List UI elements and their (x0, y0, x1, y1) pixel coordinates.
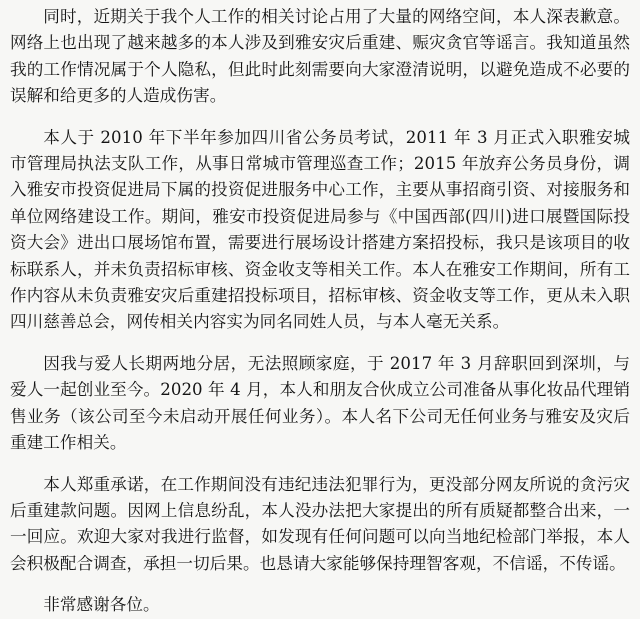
paragraph-thanks: 非常感谢各位。 (43, 595, 160, 615)
paragraph-work-history: 本人于 2010 年下半年参加四川省公务员考试，2011 年 3 月正式入职雅安城市管理局执法支队工作，从事日常城市管理巡查工作；2015 年放弃公务员身份，调入雅安市投资促进局下属的投资促进服务中心工作，主要从事招商引资、对接服务和单位网络建设工作。期间，雅安市投资促进局参与《中国西部(四川)进口展暨国际投资大会》进出口展场馆布置，需要进行展场设计搭建方案招投标，我只是该项目的收标联系人，并未负责招标审核、资金收支等相关工作。本人在雅安工作期间，所有工作内容从未负责雅安灾后重建招投标项目，招标审核、资金收支等工作，更从未入职四川慈善总会，网传相关内容实为同名同姓人员，与本人毫无关系。 (10, 127, 630, 332)
paragraph-apology: 同时，近期关于我个人工作的相关讨论占用了大量的网络空间，本人深表歉意。网络上也出现了越来越多的本人涉及到雅安灾后重建、赈灾贪官等谣言。我知道虽然我的工作情况属于个人隐私，但此时此刻需要向大家澄清说明，以避免造成不必要的误解和给更多的人造成伤害。 (10, 7, 630, 106)
paragraph-relocation-business: 因我与爱人长期两地分居，无法照顾家庭，于 2017 年 3 月辞职回到深圳，与爱人一起创业至今。2020 年 4 月，本人和朋友合伙成立公司准备从事化妆品代理销售业务（该公司至今未启动开展任何业务）。本人名下公司无任何业务与雅安及灾后重建工作相关。 (10, 353, 630, 453)
paragraph-commitment: 本人郑重承诺，在工作期间没有违纪违法犯罪行为，更没部分网友所说的贪污灾后重建款问题。因网上信息纷乱，本人没办法把大家提出的所有质疑都整合出来，一一回应。欢迎大家对我进行监督，如发现有任何问题可以向当地纪检部门举报，本人会积极配合调查，承担一切后果。也恳请大家能够保持理智客观，不信谣，不传谣。 (10, 474, 630, 573)
